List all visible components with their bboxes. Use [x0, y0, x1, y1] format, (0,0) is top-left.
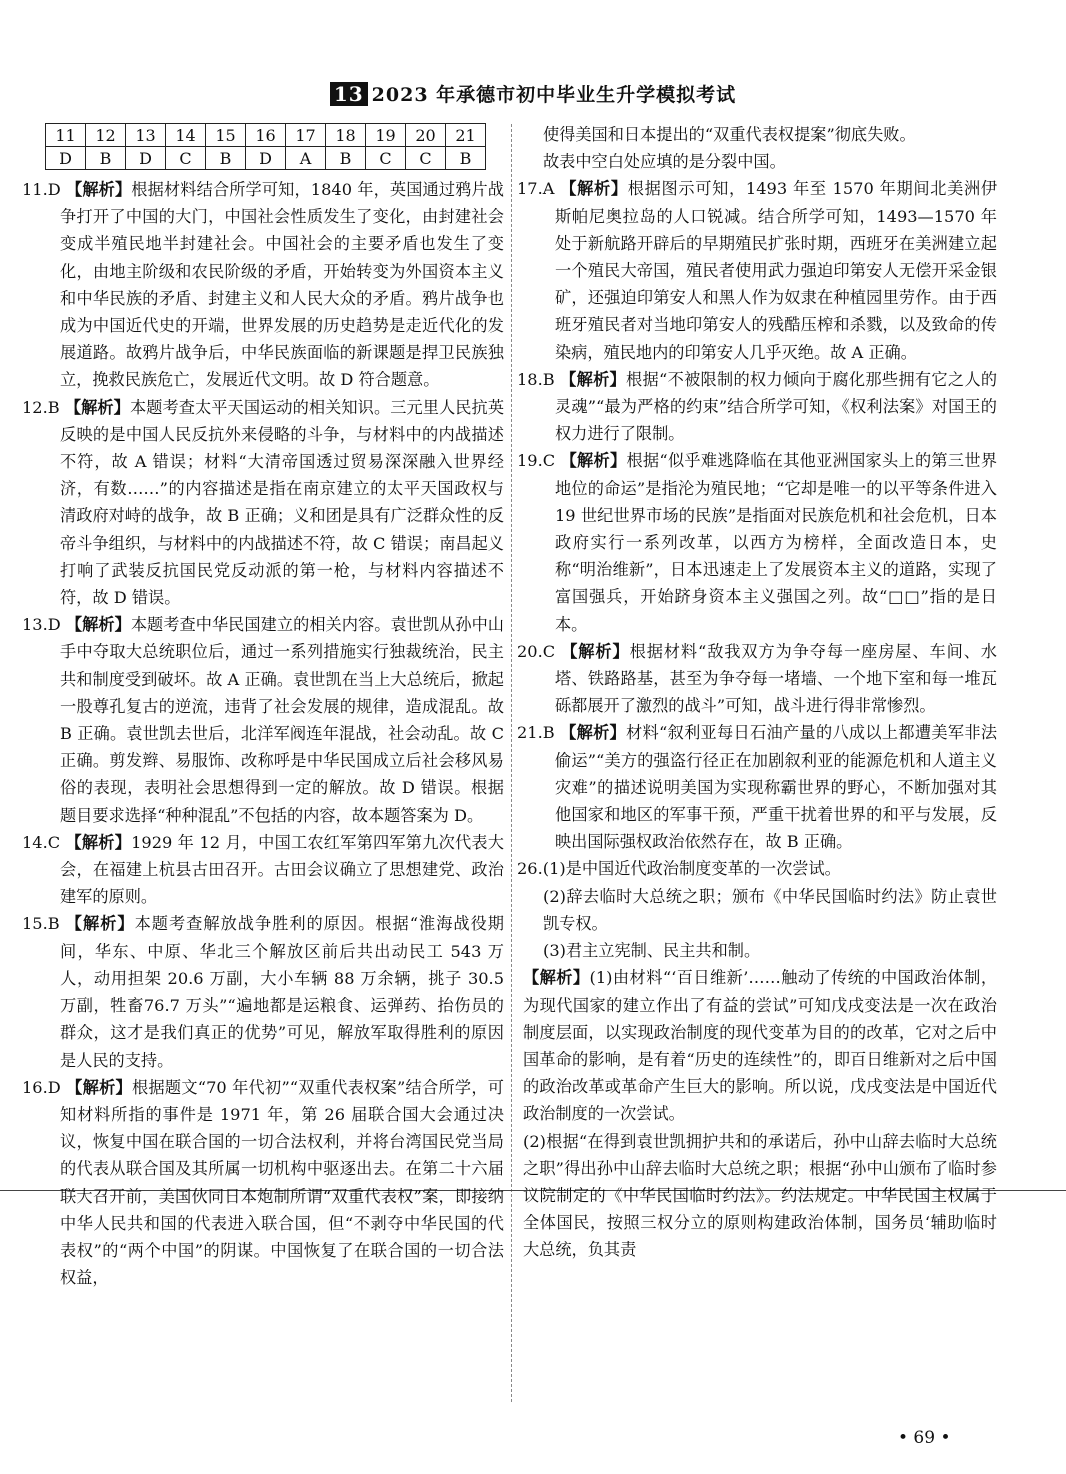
answer-item: [517, 719, 997, 855]
question-label: 18.B: [517, 369, 555, 389]
analysis-block-1: [517, 964, 997, 1127]
answer-item: [517, 366, 997, 448]
continuation-line: 使得美国和日本提出的“双重代表权提案”彻底失败。: [543, 125, 916, 144]
answer-item: [22, 176, 504, 394]
answer-item: [22, 394, 504, 612]
analysis-text: 根据“不被限制的权力倾向于腐化那些拥有它之人的灵魂”“最为严格的约束”结合所学可知，《权利法案》对国王的权力进行了限制。: [555, 369, 998, 444]
analysis-text: (1)由材料“‘百日维新’……触动了传统的中国政治体制，为现代国家的建立作出了有益的尝试”可知戊戌变法是一次在政治制度层面，以实现政治制度的现代变革为目的的改革，它对之后中国革命的影响，是有着“历史的连续性”的，即百日维新对之后中国的政治改革或革命产生巨大的影响。所以说，戊戌变法是中国近代政治制度的一次尝试。: [523, 968, 998, 1124]
table-cell: 16: [246, 124, 286, 147]
table-cell: 18: [326, 124, 366, 147]
table-cell: 14: [166, 124, 206, 147]
analysis-tag: 【解析】: [65, 832, 132, 852]
table-cell: 15: [206, 124, 246, 147]
analysis-text: 根据材料结合所学可知，1840 年，英国通过鸦片战争打开了中国的大门，中国社会性质发生了变化，由封建社会变成半殖民地半封建社会。中国社会的主要矛盾也发生了变化，由地主阶级和农民阶级的矛盾，开始转变为外国资本主义和中华民族的矛盾、封建主义和人民大众的矛盾。鸦片战争也成为中国近代史的开端，世界发展的历史趋势是走近代化的发展道路。故鸦片战争后，中华民族面临的新课题是捍卫民族独立，挽救民族危亡，发展近代文明。故 D 符合题意。: [60, 180, 504, 390]
question-label: 20.C: [517, 641, 556, 661]
table-cell: 20: [406, 124, 446, 147]
table-cell: A: [286, 147, 326, 170]
analysis-text: 根据图示可知，1493 年至 1570 年期间北美洲伊斯帕尼奥拉岛的人口锐减。结合所学可知，1493—1570 年处于新航路开辟后的早期殖民扩张时期，西班牙在美洲建立起一个殖民大帝国，殖民者使用武力强迫印第安人无偿开采金银矿，还强迫印第安人和黑人作为奴隶在种植园里劳作。由于西班牙殖民者对当地印第安人的残酷压榨和杀戮，以及致命的传染病，殖民地内的印第安人几乎灭绝。故 A 正确。: [555, 179, 998, 362]
question-label: 16.D: [22, 1077, 61, 1097]
answer-item: [22, 829, 504, 911]
analysis-tag: 【解析】: [65, 914, 135, 934]
page-number: • 69 •: [898, 1428, 951, 1448]
analysis-text: 本题考查太平天国运动的相关知识。三元里人民抗英反映的是中国人民反抗外来侵略的斗争，与材料中的内战描述不符，故 A 错误；材料“大清帝国透过贸易深深融入世界经济，有数……”的内容描述是指在南京建立的太平天国政权与清政府对峙的战争，故 B 正确；义和团是具有广泛群众性的反帝斗争组织，与材料中的内战描述不符，故 C 错误；南昌起义打响了武装反抗国民党反动派的第一枪，与材料内容描述不符，故 D 错误。: [60, 397, 505, 608]
answer-part-2: (2)辞去临时大总统之职；颁布《中华民国临时约法》防止袁世凯专权。: [543, 886, 997, 933]
analysis-tag: 【解析】: [560, 179, 628, 199]
answer-part-3: (3)君主立宪制、民主共和制。: [543, 941, 761, 961]
exam-number-badge: 13: [330, 82, 368, 106]
right-column: [517, 121, 997, 1264]
analysis-tag: 【解析】: [64, 397, 130, 417]
table-cell: B: [86, 147, 126, 170]
question-label: 14.C: [22, 832, 61, 852]
answer-item: [22, 910, 504, 1073]
analysis-text: 本题考查中华民国建立的相关内容。袁世凯从孙中山手中夺取大总统职位后，通过一系列措施实行独裁统治，民主共和制度受到破坏。故 A 正确。袁世凯在当上大总统后，掀起一股尊孔复古的逆流，违背了社会发展的规律，造成混乱。故 B 正确。袁世凯去世后，北洋军阀连年混战，社会动乱。故 C 正确。剪发辫、易服饰、改称呼是中华民国成立后社会移风易俗的表现，表明社会思想得到一定的解放。故 D 错误。根据题目要求选择“种种混乱”不包括的内容，故本题答案为 D。: [60, 615, 504, 825]
answer-item: [517, 638, 997, 720]
table-cell: C: [166, 147, 206, 170]
question-label: 17.A: [517, 179, 555, 199]
answer-table: [45, 123, 486, 170]
continuation-line: 故表中空白处应填的是分裂中国。: [543, 152, 786, 172]
answer-item: [517, 447, 997, 637]
analysis-tag: 【解析】: [65, 615, 131, 635]
table-cell: B: [206, 147, 246, 170]
exam-title: [0, 80, 1066, 107]
analysis-tag: 【解析】: [560, 723, 627, 743]
analysis-text: 根据材料“敌我双方为争夺每一座房屋、车间、水塔、铁路路基，甚至为争夺每一堵墙、一个地下室和每一堆瓦砾都展开了激烈的战斗”可知，战斗进行得非常惨烈。: [555, 641, 997, 716]
analysis-block-2: (2)根据“在得到袁世凯拥护共和的承诺后，孙中山辞去临时大总统之职”得出孙中山辞去临时大总统之职；根据“孙中山颁布了临时参议院制定的《中华民国临时约法》。约法规定。中华民国主权属于全体国民，按照三权分立的原则构建政治体制，国务员‘辅助临时大总统，负其责: [523, 1131, 997, 1260]
question-label: 15.B: [22, 914, 60, 934]
table-cell: D: [246, 147, 286, 170]
table-cell: 21: [446, 124, 486, 147]
table-cell: B: [326, 147, 366, 170]
table-cell: B: [446, 147, 486, 170]
answer-table-question-row: [46, 124, 486, 147]
answer-item-26: [517, 855, 997, 882]
answer-item: [517, 175, 997, 365]
question-label: 12.B: [22, 397, 60, 417]
table-cell: 19: [366, 124, 406, 147]
table-cell: C: [406, 147, 446, 170]
analysis-tag: 【解析】: [523, 968, 590, 988]
table-cell: D: [46, 147, 86, 170]
table-cell: 12: [86, 124, 126, 147]
answer-table-answer-row: [46, 147, 486, 170]
table-cell: C: [366, 147, 406, 170]
table-cell: 13: [126, 124, 166, 147]
analysis-text: 本题考查解放战争胜利的原因。根据“淮海战役期间，华东、中原、华北三个解放区前后共出动民工 543 万人，动用担架 20.6 万副，大小车辆 88 万余辆，挑子 30.5 万副，牲畜76.7 万头”“遍地都是运粮食、运弹药、抬伤员的群众，这才是我们真正的优势”可见，解放军取得胜利的原因是人民的支持。: [60, 914, 504, 1070]
analysis-tag: 【解析】: [66, 180, 132, 199]
table-cell: D: [126, 147, 166, 170]
question-label: 19.C: [517, 451, 556, 471]
analysis-text: 1929 年 12 月，中国工农红军第四军第九次代表大会，在福建上杭县古田召开。古田会议确立了思想建党、政治建军的原则。: [60, 832, 504, 907]
table-cell: 11: [46, 124, 86, 147]
left-column: [22, 176, 504, 1291]
analysis-tag: 【解析】: [561, 641, 630, 661]
question-label: 26.: [517, 859, 543, 879]
analysis-text: 材料“叙利亚每日石油产量的八成以上都遭美军非法偷运”“美方的强盗行径正在加剧叙利亚的能源危机和人道主义灾难”的描述说明美国为实现称霸世界的野心，不断加强对其他国家和地区的军事干预，严重干扰着世界的和平与发展，反映出国际强权政治依然存在，故 B 正确。: [555, 723, 998, 852]
question-label: 13.D: [22, 615, 61, 635]
answer-part-1: (1)是中国近代政治制度变革的一次尝试。: [542, 859, 841, 879]
analysis-tag: 【解析】: [66, 1077, 132, 1097]
question-label: 21.B: [517, 723, 555, 743]
question-label: 11.D: [22, 180, 61, 199]
column-divider: [511, 124, 512, 1402]
analysis-text: 根据题文“70 年代初”“双重代表权案”结合所学，可知材料所指的事件是 1971 年，第 26 届联合国大会通过决议，恢复中国在联合国的一切合法权利，并将台湾国民党当局的代表从联合国及其所属一切机构中驱逐出去。在第二十六届联大召开前，美国伙同日本炮制所谓“双重代表权”案，即接纳中华人民共和国的代表进入联合国，但“不剥夺中华民国的代表权”的“两个中国”的阴谋。中国恢复了在联合国的一切合法权益，: [60, 1077, 504, 1288]
answer-item: [22, 611, 504, 829]
exam-title-text: 2023 年承德市初中毕业生升学模拟考试: [371, 84, 737, 106]
analysis-tag: 【解析】: [560, 369, 627, 389]
answer-item: [22, 1074, 504, 1292]
analysis-tag: 【解析】: [560, 451, 627, 471]
analysis-text: 根据“似乎难逃降临在其他亚洲国家头上的第三世界地位的命运”是指沦为殖民地；“它却是唯一的以平等条件进入 19 世纪世界市场的民族”是指面对民族危机和社会危机，日本政府实行一系列改革，以西方为榜样，全面改造日本，史称“明治维新”，日本迅速走上了发展资本主义的道路，实现了富国强兵，开始跻身资本主义强国之列。故“□□”指的是日本。: [555, 451, 998, 634]
table-cell: 17: [286, 124, 326, 147]
